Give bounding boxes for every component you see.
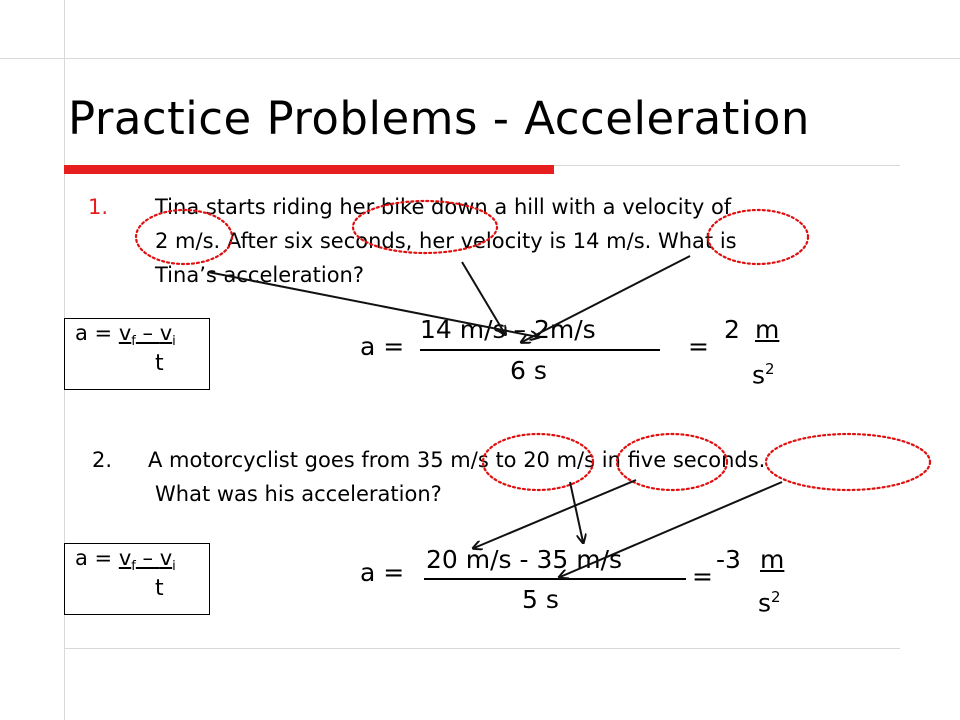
circle-initial-velocity-p2 bbox=[483, 434, 593, 490]
problem1-line-1: Tina starts riding her bike down a hill with a velocity of bbox=[155, 195, 732, 219]
circle-final-velocity-p1 bbox=[708, 210, 808, 264]
problem2-formula-denominator: t bbox=[155, 576, 164, 601]
problem1-numerator: 14 m/s – 2m/s bbox=[420, 315, 596, 344]
arrow-p2-initial bbox=[570, 482, 583, 542]
problem2-equals: = bbox=[692, 562, 713, 591]
problem2-numerator: 20 m/s - 35 m/s bbox=[426, 545, 623, 574]
problem1-formula-top: $a = v_f - v_i$ bbox=[75, 321, 176, 350]
problem2-formula-top: $a = v_f - v_i$ bbox=[75, 546, 176, 575]
problem1-unit-bottom: $s^2$ bbox=[752, 360, 775, 390]
problem1-a-label: a = bbox=[360, 332, 405, 361]
circle-initial-velocity-p1 bbox=[136, 210, 232, 264]
problem1-equals: = bbox=[688, 332, 709, 361]
problem1-formula-denominator: t bbox=[155, 351, 164, 376]
arrow-p2-time bbox=[560, 482, 785, 577]
slide-title: Practice Problems - Acceleration bbox=[68, 92, 810, 145]
problem1-line-3: Tina’s acceleration? bbox=[155, 263, 364, 287]
problem1-result: 2 bbox=[724, 315, 740, 344]
problem2-denominator: 5 s bbox=[522, 585, 559, 614]
problem2-unit-bottom: $s^2$ bbox=[758, 588, 781, 618]
problem1-denominator: 6 s bbox=[510, 356, 547, 385]
problem2-number: 2. bbox=[92, 448, 113, 472]
problem2-unit-top: m bbox=[760, 545, 785, 574]
problem2-line-1: A motorcyclist goes from 35 m/s to 20 m/s in five seconds. bbox=[148, 448, 766, 472]
problem1-unit-top: m bbox=[755, 315, 780, 344]
circle-time-p2 bbox=[766, 434, 930, 490]
arrow-p1-final bbox=[522, 256, 690, 342]
problem2-line-2: What was his acceleration? bbox=[155, 482, 442, 506]
arrow-p2-final bbox=[474, 480, 636, 548]
problem2-result: -3 bbox=[716, 545, 741, 574]
problem1-line-2: 2 m/s. After six seconds, her velocity is 14 m/s. What is bbox=[155, 229, 737, 253]
problem2-a-label: a = bbox=[360, 558, 405, 587]
problem1-number: 1. bbox=[88, 195, 109, 219]
circle-time-p1 bbox=[353, 201, 497, 253]
